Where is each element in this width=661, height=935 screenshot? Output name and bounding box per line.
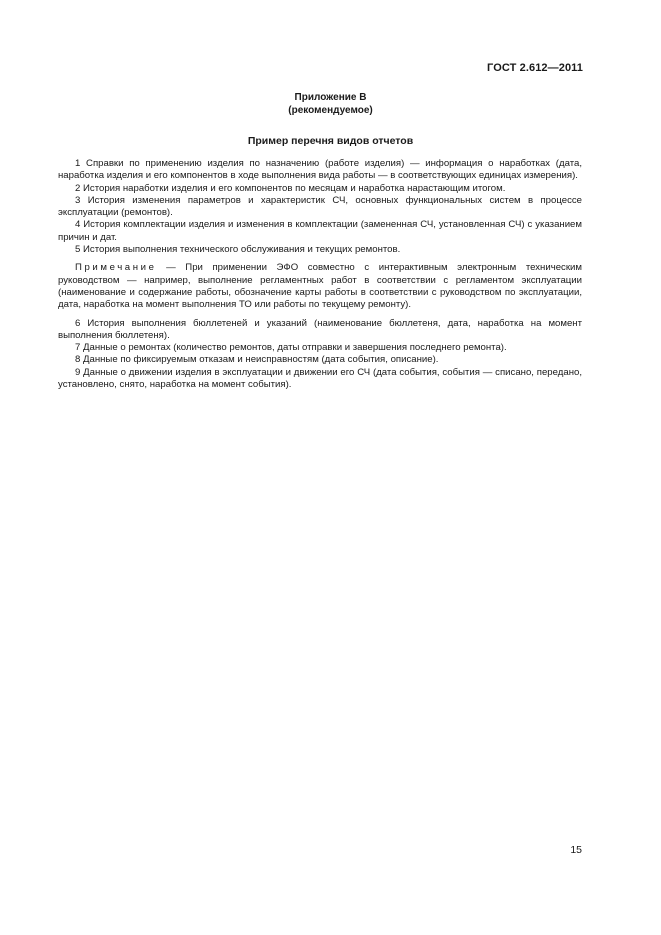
report-list	[58, 158, 582, 391]
list-item: 4 История комплектации изделия и изменения в комплектации (замененная СЧ, установленная СЧ) с указанием причин и дат.	[58, 219, 582, 243]
appendix-title: Приложение В	[294, 92, 367, 103]
note-paragraph	[58, 262, 582, 311]
note-label: Примечание	[75, 262, 157, 274]
list-item: 1 Справки по применению изделия по назначению (работе изделия) — информация о наработках (дата, наработка изделия и его компонентов в ходе выполнения вида работы — в соответствующих единицах измерения).	[58, 158, 582, 182]
list-item: 3 История изменения параметров и характеристик СЧ, основных функциональных систем в процессе эксплуатации (ремонтов).	[58, 194, 582, 219]
list-item: 2 История наработки изделия и его компонентов по месяцам и наработка нарастающим итогом.	[75, 182, 506, 194]
list-item: 7 Данные о ремонтах (количество ремонтов, даты отправки и завершения последнего ремонта).	[75, 342, 507, 354]
document-code: ГОСТ 2.612—2011	[487, 62, 583, 74]
appendix-subtitle: (рекомендуемое)	[288, 105, 373, 116]
list-item: 5 История выполнения технического обслуживания и текущих ремонтов.	[75, 244, 401, 256]
section-title: Пример перечня видов отчетов	[247, 135, 414, 147]
appendix-heading	[0, 91, 661, 117]
list-item: 8 Данные по фиксируемым отказам и неисправностям (дата события, описание).	[75, 354, 439, 366]
note-text: — При применении ЭФО совместно с интерактивным электронным техническим руководством — например, выполнение регламентных работ в соответствии с регламентом эксплуатации (наименование и содержание работы, обозначение карты работы в соответствии с руководством по эксплуатации, дата, наработка на момент выполнения ТО или работы по текущему ремонту).	[58, 262, 582, 311]
page-number: 15	[570, 844, 582, 856]
list-item: 9 Данные о движении изделия в эксплуатации и движении его СЧ (дата события, события — списано, передано, установлено, снято, наработка на момент события).	[58, 366, 582, 391]
list-item: 6 История выполнения бюллетеней и указаний (наименование бюллетеня, дата, наработка на момент выполнения бюллетеня).	[58, 317, 582, 341]
